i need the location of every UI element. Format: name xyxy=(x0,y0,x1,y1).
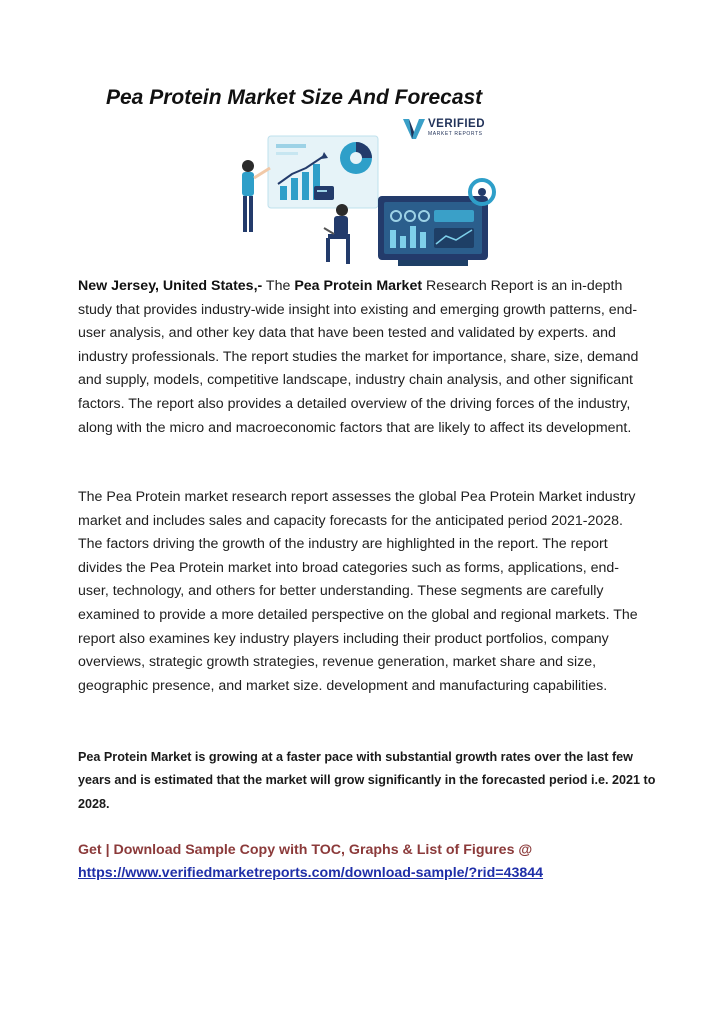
growth-highlight: Pea Protein Market is growing at a faster pace with substantial growth rates over the last few years and is estimated that the market will grow significantly in the forecasted period i.e. 2021 to 2028. xyxy=(78,750,656,811)
intro-the: The xyxy=(262,278,295,294)
page-title: Pea Protein Market Size And Forecast xyxy=(106,86,483,109)
download-sample-link[interactable]: https://www.verifiedmarketreports.com/download-sample/?rid=43844 xyxy=(78,865,544,881)
logo-tagline: MARKET REPORTS xyxy=(428,131,483,137)
download-cta-text: Get | Download Sample Copy with TOC, Graphs & List of Figures @ xyxy=(78,842,533,858)
overview-paragraph: The Pea Protein market research report assesses the global Pea Protein Market industry market and includes sales and capacity forecasts for the anticipated period 2021-2028. The factors driving the growth of the industry are highlighted in the report. The report divides the Pea Protein market into broad categories such as forms, applications, end-user, technology, and others for better understanding. These segments are carefully examined to provide a more detailed perspective on the global and regional markets. The report also examines key industry players including their product portfolios, company overviews, strategic growth strategies, revenue generation, market share and size, geographic presence, and market size. development and manufacturing capabilities. xyxy=(78,489,638,694)
market-name: Pea Protein Market xyxy=(294,278,423,294)
intro-rest: Research Report is an in-depth study that provides industry-wide insight into existing and emerging growth patterns, end-user analysis, and other key data that have been tested and validated by experts. and industry professionals. The report studies the market for importance, share, size, demand and supply, models, competitive landscape, industry chain analysis, and other significant factors. The report also provides a detailed overview of the driving forces of the industry, along with the micro and macroeconomic factors that are likely to affect its development. xyxy=(78,278,639,436)
business-analytics-illustration xyxy=(228,128,500,270)
location-text: New Jersey, United States,- xyxy=(78,278,263,294)
intro-paragraph xyxy=(78,275,648,440)
logo-name: VERIFIED xyxy=(428,118,486,130)
